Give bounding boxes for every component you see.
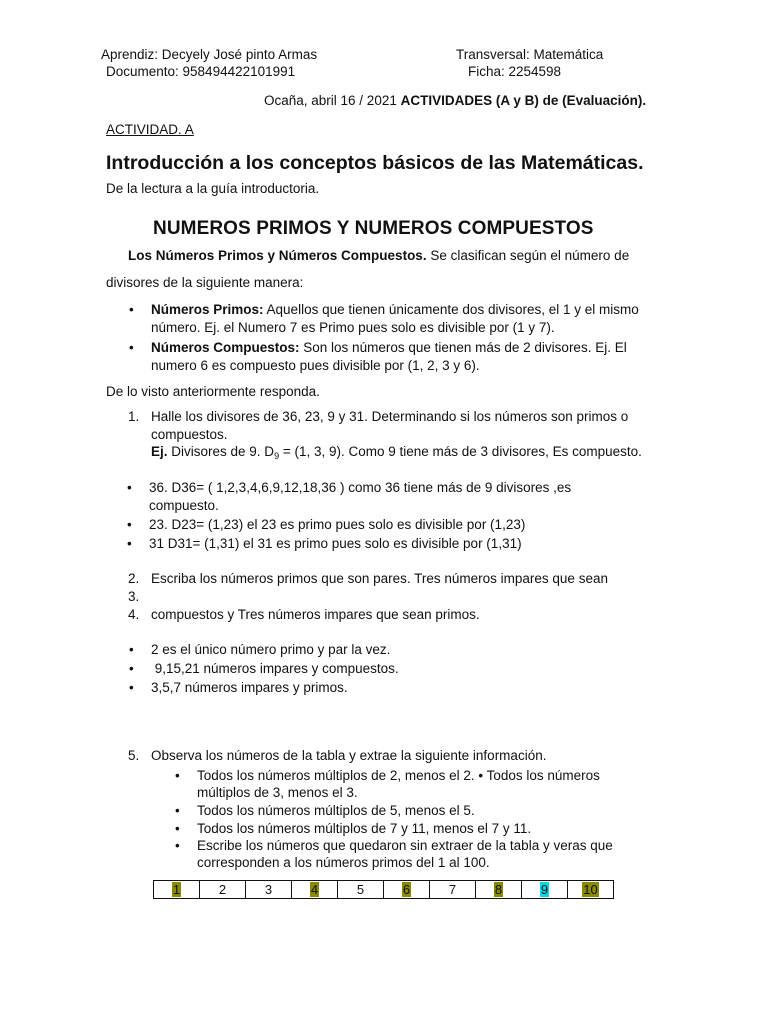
example-label: Ej. — [151, 444, 168, 459]
aprendiz-line: Aprendiz: Decyely José pinto Armas — [101, 47, 318, 62]
bullet: • — [129, 661, 134, 676]
definition-composites-line-1 — [151, 339, 627, 357]
table-cell — [384, 881, 430, 899]
answer-odd-prime: 3,5,7 números impares y primos. — [151, 680, 348, 695]
table-cell — [522, 881, 568, 899]
page-subtitle: De la lectura a la guía introductoria. — [106, 181, 320, 196]
bullet: • — [175, 838, 180, 853]
cell-value: 1 — [172, 881, 181, 897]
number-table — [153, 880, 614, 899]
bullet: • — [129, 680, 134, 695]
table-cell — [568, 881, 614, 899]
bullet: • — [129, 642, 134, 657]
table-row — [154, 881, 614, 899]
cell-value: 5 — [356, 881, 365, 897]
activity-label: ACTIVIDAD. A — [106, 122, 194, 137]
answer-odd-composite: 9,15,21 números impares y compuestos. — [151, 661, 399, 676]
answer-36-line-1: 36. D36= ( 1,2,3,4,6,9,12,18,36 ) como 36 tiene más de 9 divisores ,es — [149, 480, 572, 495]
definition-composites-line-2: numero 6 es compuesto pues divisible por (1, 2, 3 y 6). — [151, 358, 480, 373]
question-number: 5. — [128, 748, 140, 763]
question-number: 3. — [128, 589, 140, 604]
page-title: Introducción a los conceptos básicos de las Matemáticas. — [106, 152, 644, 174]
bullet: • — [127, 517, 132, 532]
table-cell — [430, 881, 476, 899]
section-heading: NUMEROS PRIMOS Y NUMEROS COMPUESTOS — [153, 218, 594, 239]
table-cell — [246, 881, 292, 899]
intro-line-1 — [128, 247, 629, 265]
definition-composites-text: Son los números que tienen más de 2 divisores. Ej. El — [299, 340, 627, 355]
item-multiples-7-11: Todos los números múltiplos de 7 y 11, menos el 7 y 11. — [197, 821, 532, 836]
cell-value: 7 — [448, 881, 457, 897]
transversal-line: Transversal: Matemática — [456, 47, 604, 62]
definition-primes-text: Aquellos que tienen únicamente dos divisores, el 1 y el mismo — [263, 302, 639, 317]
item-remaining-line-1: Escribe los números que quedaron sin extraer de la tabla y veras que — [197, 838, 613, 853]
intro-rest: Se clasifican según el número de — [426, 248, 630, 263]
answer-23: 23. D23= (1,23) el 23 es primo pues solo es divisible por (1,23) — [149, 517, 526, 532]
answer-36-line-2: compuesto. — [149, 498, 219, 513]
example-text-a: Divisores de 9. D — [167, 444, 275, 459]
cell-value: 8 — [494, 881, 503, 897]
answer-even-prime: 2 es el único número primo y par la vez. — [151, 642, 391, 657]
table-cell — [338, 881, 384, 899]
item-remaining-line-2: corresponden a los números primos del 1 al 100. — [197, 855, 490, 870]
bullet: • — [127, 536, 132, 551]
intro-line-2: divisores de la siguiente manera: — [106, 275, 304, 290]
table-cell — [200, 881, 246, 899]
cell-value: 2 — [218, 881, 227, 897]
bullet: • — [175, 803, 180, 818]
item-multiples-2-line-2: múltiplos de 3, menos el 3. — [197, 785, 358, 800]
question-1-line-1: Halle los divisores de 36, 23, 9 y 31. Determinando si los números son primos o — [151, 409, 629, 424]
example-subscript: 9 — [274, 451, 280, 461]
intro-bold: Los Números Primos y Números Compuestos. — [128, 248, 427, 263]
definition-primes-line-2: número. Ej. el Numero 7 es Primo pues solo es divisible por (1 y 7). — [151, 320, 555, 335]
question-number: 2. — [128, 571, 140, 586]
definition-primes-line-1 — [151, 301, 639, 319]
bullet: • — [127, 480, 132, 495]
definition-primes-term: Números Primos: — [151, 302, 264, 317]
definition-composites-term: Números Compuestos: — [151, 340, 300, 355]
example-text-b: = (1, 3, 9). Como 9 tiene más de 3 divisores, Es compuesto. — [279, 444, 642, 459]
date-text: Ocaña, abril 16 / 2021 — [264, 93, 397, 108]
answer-31: 31 D31= (1,31) el 31 es primo pues solo es divisible por (1,31) — [149, 536, 522, 551]
bullet: • — [175, 768, 180, 783]
cell-value: 4 — [310, 881, 319, 897]
prompt-text: De lo visto anteriormente responda. — [106, 384, 320, 399]
documento-line: Documento: 958494422101991 — [106, 64, 296, 79]
bullet: • — [175, 821, 180, 836]
question-1-line-2: compuestos. — [151, 427, 228, 442]
item-multiples-2-line-1: Todos los números múltiplos de 2, menos el 2. • Todos los números — [197, 768, 600, 783]
question-1-example — [151, 443, 642, 465]
table-cell — [476, 881, 522, 899]
cell-value: 3 — [264, 881, 273, 897]
ficha-line: Ficha: 2254598 — [468, 64, 562, 79]
question-2-text: Escriba los números primos que son pares. Tres números impares que sean — [151, 571, 608, 586]
question-4-text: compuestos y Tres números impares que sean primos. — [151, 607, 480, 622]
cell-value: 10 — [583, 881, 598, 897]
question-number: 1. — [128, 409, 140, 424]
table-cell — [292, 881, 338, 899]
table-cell — [154, 881, 200, 899]
bullet: • — [129, 340, 134, 355]
question-5-text: Observa los números de la tabla y extrae la siguiente información. — [151, 748, 547, 763]
cell-value: 9 — [540, 881, 549, 897]
date-line — [264, 92, 646, 110]
cell-value: 6 — [402, 881, 411, 897]
item-multiples-5: Todos los números múltiplos de 5, menos el 5. — [197, 803, 475, 818]
activities-label: ACTIVIDADES (A y B) de (Evaluación). — [400, 93, 647, 108]
question-number: 4. — [128, 607, 140, 622]
bullet: • — [129, 302, 134, 317]
